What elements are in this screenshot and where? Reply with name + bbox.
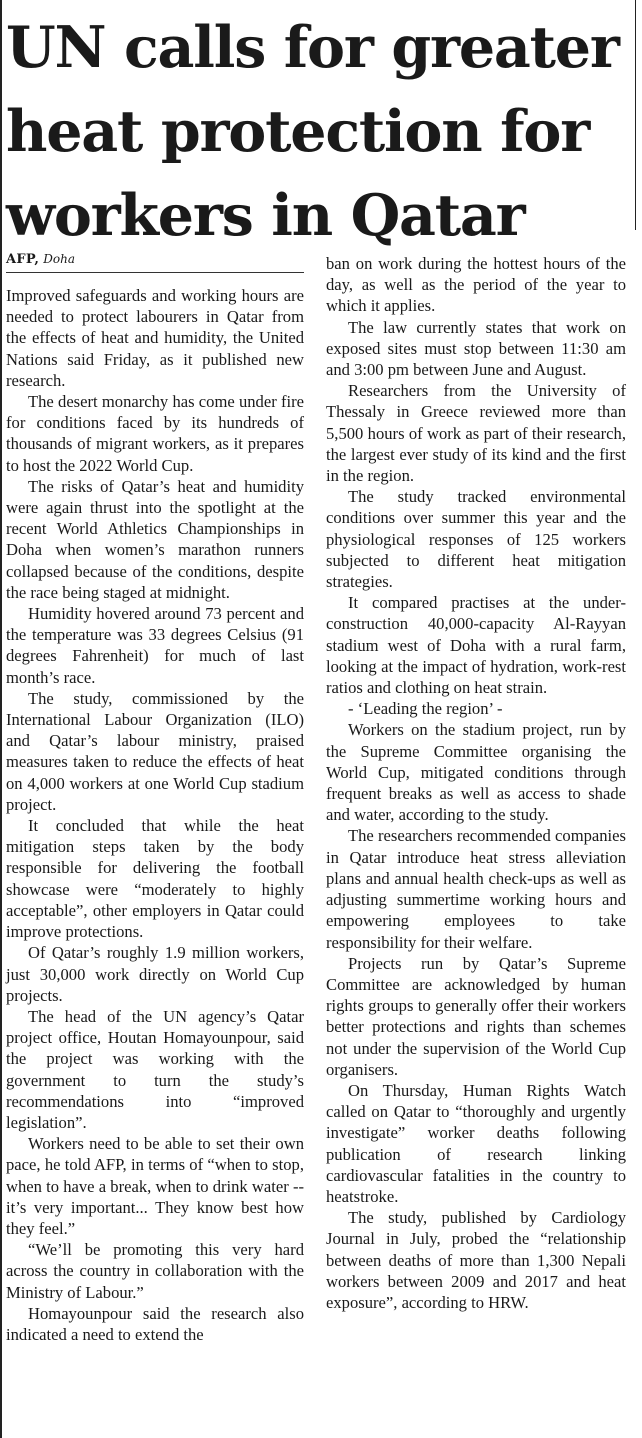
paragraph: Homayounpour said the research also indicated a need to extend the	[6, 1303, 304, 1344]
paragraph: The law currently states that work on exposed sites must stop between 11:30 am and 3:00 pm between June and August.	[326, 317, 626, 380]
paragraph: Humidity hovered around 73 percent and the temperature was 33 degrees Celsius (91 degrees Fahrenheit) for much of last month’s race.	[6, 604, 304, 687]
headline: UN calls for greater heat protection for workers in Qatar	[6, 14, 619, 249]
paragraph: Researchers from the University of Thessaly in Greece reviewed more than 5,500 hours of work as part of their research, the largest ever study of its kind and the first in the region.	[326, 381, 626, 486]
paragraph: The desert monarchy has come under fire for conditions faced by its hundreds of thousands of migrant workers, as it prepares to host the 2022 World Cup.	[6, 392, 304, 475]
paragraph: The head of the UN agency’s Qatar project office, Houtan Homayounpour, said the project was working with the government to turn the study’s recommendations into “improved legislation”.	[6, 1006, 304, 1132]
byline	[6, 250, 304, 273]
article-column-2	[326, 253, 626, 1313]
paragraph: The study tracked environmental conditions over summer this year and the physiological responses of 125 workers subjected to different heat mitigation strategies.	[326, 487, 626, 592]
paragraph: Improved safeguards and working hours are needed to protect labourers in Qatar from the effects of heat and humidity, the United Nations said Friday, as it published new research.	[6, 286, 304, 390]
paragraph: Projects run by Qatar’s Supreme Committee are acknowledged by human rights groups to generally offer their workers better protections and rights than schemes not under the supervision of the World Cup organisers.	[326, 953, 626, 1079]
paragraph: The researchers recommended companies in Qatar introduce heat stress alleviation plans and annual health check-ups as well as adjusting summertime working hours and empowering employees to take responsibility for their welfare.	[326, 826, 626, 952]
paragraph: The risks of Qatar’s heat and humidity were again thrust into the spotlight at the recent World Athletics Championships in Doha when women’s marathon runners collapsed because of the conditions, despite the race being staged at midnight.	[6, 476, 304, 602]
paragraph: Of Qatar’s roughly 1.9 million workers, just 30,000 work directly on World Cup projects.	[6, 943, 304, 1005]
byline-agency: AFP,	[6, 252, 40, 267]
subheading: - ‘Leading the region’ -	[348, 699, 503, 719]
paragraph: ban on work during the hottest hours of the day, as well as the period of the year to which it applies.	[326, 254, 626, 316]
paragraph: It compared practises at the under-construction 40,000-capacity Al-Rayyan stadium west of Doha with a rural farm, looking at the impact of hydration, work-rest ratios and clothing on heat strain.	[326, 593, 626, 698]
byline-place: Doha	[43, 252, 76, 266]
paragraph: Workers need to be able to set their own pace, he told AFP, in terms of “when to stop, when to have a break, when to drink water -- it’s very important... They know best how they feel.”	[6, 1134, 304, 1238]
paragraph: Workers on the stadium project, run by the Supreme Committee organising the World Cup, mitigated conditions through frequent breaks as well as access to shade and water, according to the study.	[326, 720, 626, 825]
paragraph: The study, commissioned by the International Labour Organization (ILO) and Qatar’s labour ministry, praised measures taken to reduce the effects of heat on 4,000 workers at one World Cup stadium project.	[6, 688, 304, 814]
article-column-1	[6, 285, 304, 1345]
paragraph: It concluded that while the heat mitigation steps taken by the body responsible for delivering the football showcase were “moderately to highly acceptable”, other employers in Qatar could improve protections.	[6, 816, 304, 942]
paragraph: “We’ll be promoting this very hard across the country in collaboration with the Ministry of Labour.”	[6, 1240, 304, 1302]
paragraph: The study, published by Cardiology Journal in July, probed the “relationship between deaths of more than 1,300 Nepali workers between 2009 and 2017 and heat exposure”, according to HRW.	[326, 1208, 626, 1312]
paragraph: On Thursday, Human Rights Watch called on Qatar to “thoroughly and urgently investigate” worker deaths following publication of research linking cardiovascular fatalities in the country to heatstroke.	[326, 1080, 626, 1206]
